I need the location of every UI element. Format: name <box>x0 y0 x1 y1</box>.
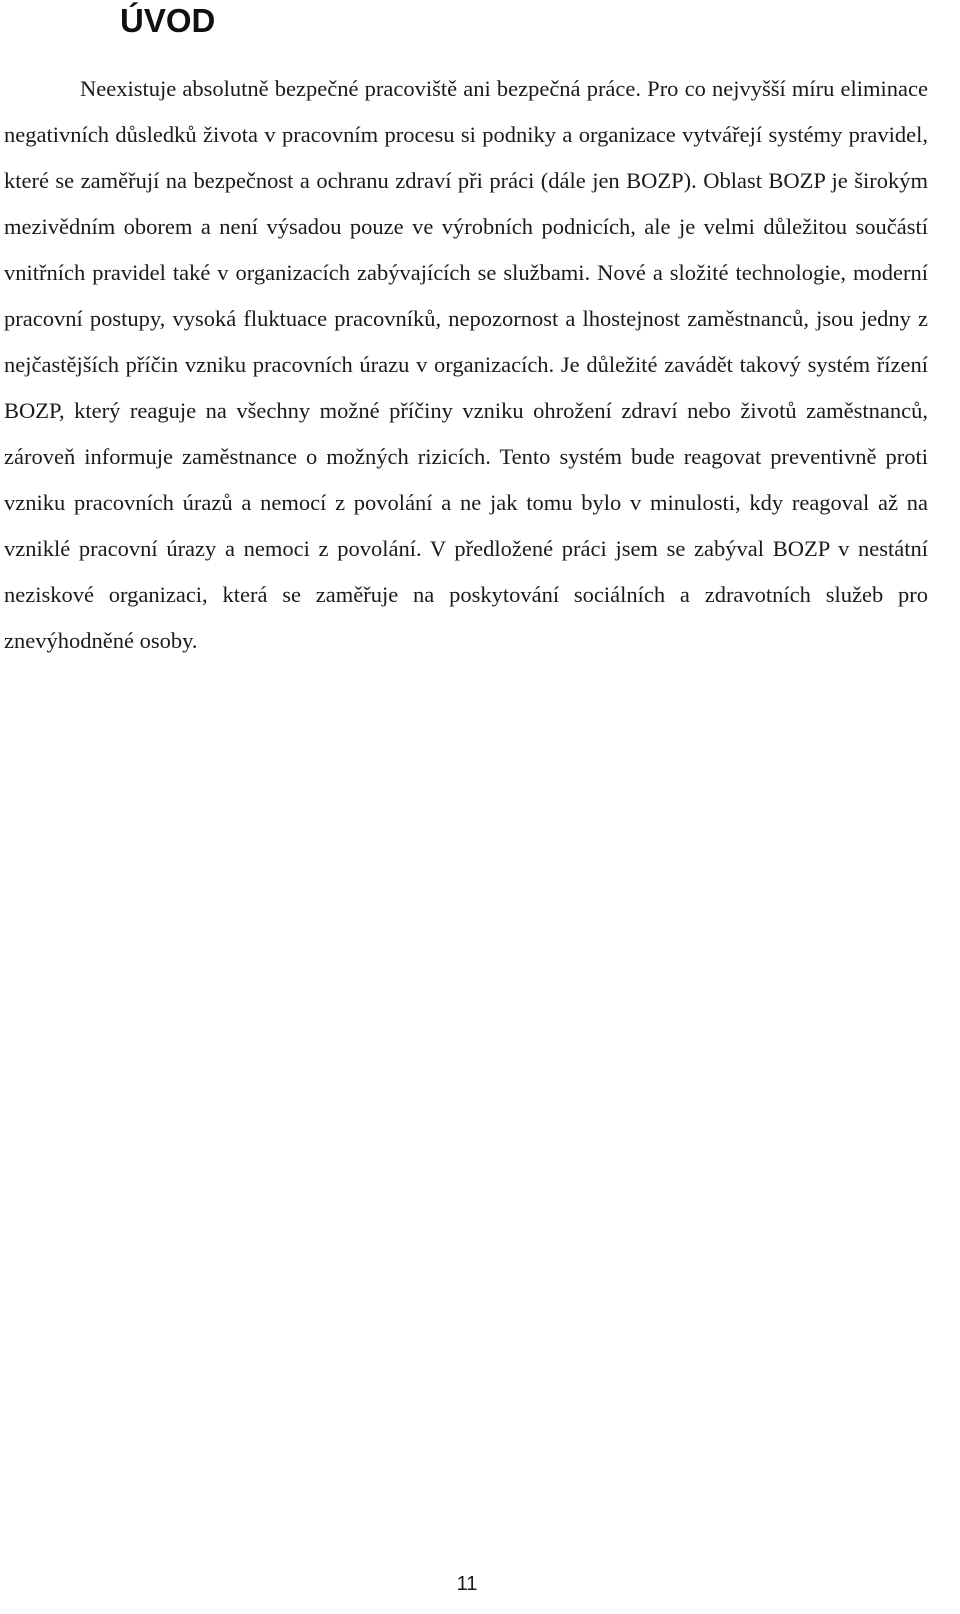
body-paragraph: Neexistuje absolutně bezpečné pracoviště ani bezpečná práce. Pro co nejvyšší míru eliminace negativních důsledků života v pracovním procesu si podniky a organizace vytvářejí systémy pravidel, které se zaměřují na bezpečnost a ochranu zdraví při práci (dále jen BOZP). Oblast BOZP je širokým mezivědním oborem a není výsadou pouze ve výrobních podnicích, ale je velmi důležitou součástí vnitřních pravidel také v organizacích zabývajících se službami. Nové a složité technologie, moderní pracovní postupy, vysoká fluktuace pracovníků, nepozornost a lhostejnost zaměstnanců, jsou jedny z nejčastějších příčin vzniku pracovních úrazu v organizacích. Je důležité zavádět takový systém řízení BOZP, který reaguje na všechny možné příčiny vzniku ohrožení zdraví nebo životů zaměstnanců, zároveň informuje zaměstnance o možných rizicích. Tento systém bude reagovat preventivně proti vzniku pracovních úrazů a nemocí z povolání a ne jak tomu bylo v minulosti, kdy reagoval až na vzniklé pracovní úrazy a nemoci z povolání. V předložené práci jsem se zabýval BOZP v nestátní neziskové organizaci, která se zaměřuje na poskytování sociálních a zdravotních služeb pro znevýhodněné osoby. <box>4 76 928 653</box>
section-heading: ÚVOD <box>120 2 216 39</box>
page-number: 11 <box>456 1573 478 1595</box>
